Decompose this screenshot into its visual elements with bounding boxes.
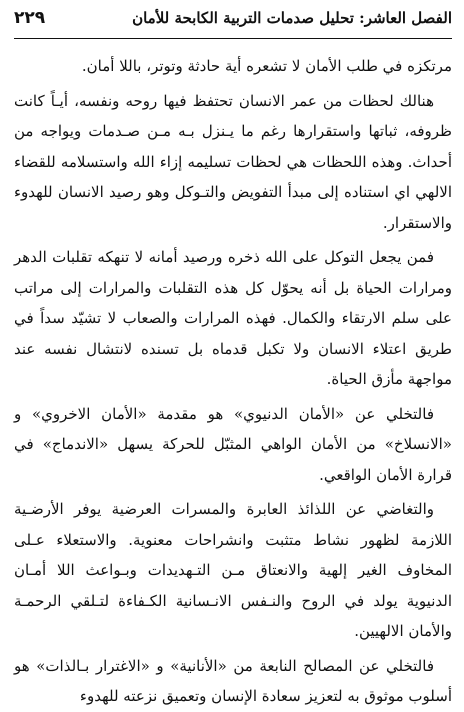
chapter-title: الفصل العاشر: تحليل صدمات التربية الكابحة للأمان	[132, 9, 452, 27]
book-page	[14, 8, 452, 704]
paragraph: فمن يجعل التوكل على الله ذخره ورصيد أمانه لا تنهكه تقلبات الدهر ومرارات الحياة بل أنه يحوّل كل هذه التقلبات والمرارات إلى مراتب على سلم الارتقاء والكمال. فهذه المرارات والصعاب لا تشيّد سداً في طريق اعتلاء الانسان ولا تكبل قدماه بل تسنده لانتشال نفسه عند مواجهة مأزق الحياة.	[14, 248, 452, 388]
paragraph: فالتخلي عن المصالح النابعة من «الأنانية» و «الاغترار بـالذات» هو أسلوب موثوق به لتعزيز سعادة الإنسان وتعميق نزعته للهدوء	[14, 656, 452, 705]
paragraph: هنالك لحظات من عمر الانسان تحتفظ فيها روحه ونفسه، أيـاً كانت ظروفه، ثباتها واستقرارها رغم ما يـنزل بـه مـن صـدمات ويواجه من أحداث. وهذه اللحظات هي لحظات تسليمه إزاء الله واستسلامه للقضاء الالهي اي استناده إلى مبدأ التفويض والتـوكل وهو رصيد الانسان للهدوء والاستقرار.	[14, 91, 452, 232]
page-header	[14, 8, 452, 36]
header-rule	[14, 38, 452, 39]
body-text	[14, 51, 452, 712]
paragraph: والتغاضي عن اللذائذ العابرة والمسرات العرضية يوفر الأرضـية اللازمة لظهور نشاط متثبت وانشراحات معنوية. والاستعلاء عـلى المخاوف الغير إلهية والانعتاق مـن التـهديدات وبـواعث اللا أمـان الدنيوية يولد في الروح والنـفس الانـسانية الكـفاءة لتـلقي الرحمـة والأمان الالهيين.	[14, 500, 452, 640]
paragraph: فالتخلي عن «الأمان الدنيوي» هو مقدمة «الأمان الاخروي» و «الانسلاخ» من الأمان الواهي المثبّل للحركة يسهل «الاندماج» في قرارة الأمان الواقعي.	[14, 404, 452, 484]
paragraph: مرتكزه في طلب الأمان لا تشعره أية حادثة وتوتر، باللا أمان.	[81, 57, 452, 75]
page-number: ٢٢٩	[14, 8, 46, 28]
